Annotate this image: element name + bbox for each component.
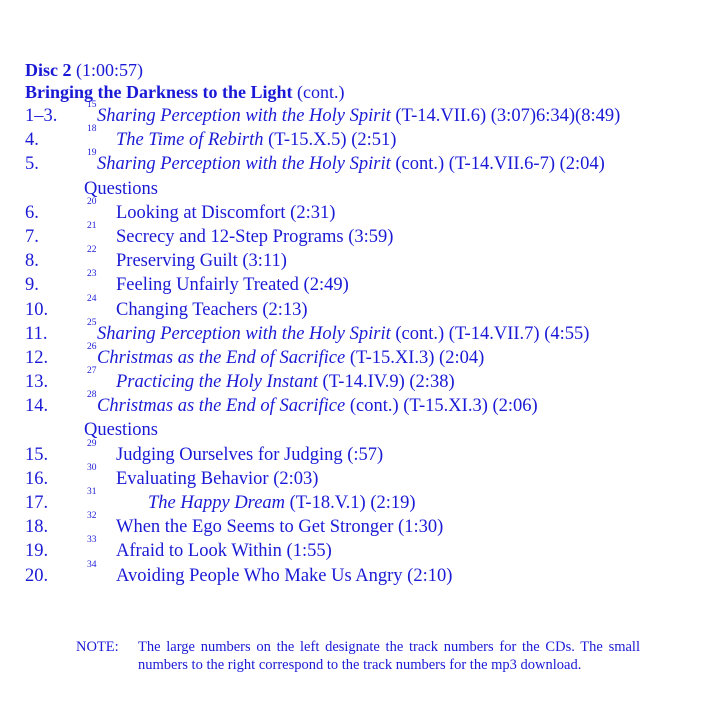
track-title-rest: (T-18.V.1) (2:19) bbox=[285, 493, 416, 513]
mp3-track-number: 33 bbox=[87, 535, 97, 546]
track-row bbox=[0, 220, 720, 249]
track-title bbox=[116, 515, 443, 539]
track-title-rest: (cont.) (T-14.VII.6-7) (2:04) bbox=[390, 154, 605, 175]
disc-heading bbox=[25, 59, 143, 81]
track-title-italic: Sharing Perception with the Holy Spirit bbox=[97, 154, 391, 175]
track-title bbox=[116, 128, 396, 152]
track-title-rest: (T-15.XI.3) (2:04) bbox=[345, 347, 485, 368]
track-title bbox=[116, 467, 318, 491]
track-title bbox=[116, 273, 349, 297]
disc-label: Disc 2 bbox=[25, 60, 72, 80]
track-row bbox=[0, 487, 720, 515]
mp3-track-number: 18 bbox=[87, 124, 97, 135]
mp3-track-number: 30 bbox=[87, 462, 97, 473]
track-row bbox=[0, 535, 720, 563]
track-row bbox=[0, 559, 720, 588]
track-title bbox=[148, 491, 416, 515]
track-title-italic: Sharing Perception with the Holy Spirit bbox=[97, 106, 391, 126]
track-title-rest: Secrecy and 12-Step Programs (3:59) bbox=[116, 226, 394, 247]
track-title-rest: (T-14.VII.6) (3:07)6:34)(8:49) bbox=[390, 106, 621, 126]
track-title bbox=[116, 564, 452, 588]
track-title-rest: (T-15.X.5) (2:51) bbox=[263, 130, 397, 151]
track-row bbox=[0, 462, 720, 491]
track-title bbox=[97, 152, 605, 176]
track-row bbox=[0, 418, 720, 442]
track-title bbox=[116, 443, 383, 467]
mp3-track-number: 26 bbox=[87, 341, 97, 352]
track-title-rest: (cont.) (T-15.XI.3) (2:06) bbox=[345, 396, 538, 417]
track-row bbox=[0, 269, 720, 297]
track-row bbox=[0, 177, 720, 201]
cd-track-number: 14. bbox=[25, 396, 49, 417]
mp3-track-number: 34 bbox=[87, 559, 97, 570]
cd-track-number: 9. bbox=[25, 275, 39, 296]
cd-track-number: 1–3. bbox=[25, 106, 58, 126]
note-text: The large numbers on the left designate the track numbers for the CDs. The small numbers to the right correspond to the track numbers for the mp3 download. bbox=[138, 639, 640, 673]
cd-track-number: 12. bbox=[25, 347, 49, 368]
track-title bbox=[116, 225, 393, 249]
track-title-italic: The Happy Dream bbox=[148, 493, 286, 513]
track-list bbox=[0, 100, 720, 588]
track-title-rest: Feeling Unfairly Treated (2:49) bbox=[116, 275, 349, 296]
track-row bbox=[0, 100, 720, 128]
mp3-track-number: 22 bbox=[87, 245, 97, 256]
cd-track-number: 19. bbox=[25, 541, 49, 562]
cd-track-number: 17. bbox=[25, 493, 49, 513]
track-title-rest: Avoiding People Who Make Us Angry (2:10) bbox=[116, 565, 453, 586]
cd-track-number: 10. bbox=[25, 299, 49, 320]
mp3-track-number: 23 bbox=[87, 269, 97, 280]
cd-track-number: 20. bbox=[25, 565, 49, 586]
track-title-rest: Questions bbox=[84, 420, 158, 441]
section-suffix: (cont.) bbox=[297, 82, 345, 102]
track-title-rest: Changing Teachers (2:13) bbox=[116, 299, 308, 320]
disc-time: (1:00:57) bbox=[76, 60, 143, 80]
track-title-rest: Afraid to Look Within (1:55) bbox=[116, 541, 332, 562]
track-title-rest: Evaluating Behavior (2:03) bbox=[116, 468, 319, 489]
cd-track-number: 6. bbox=[25, 202, 39, 223]
cd-track-number: 8. bbox=[25, 251, 39, 272]
cd-track-number: 16. bbox=[25, 468, 49, 489]
track-title-rest: Questions bbox=[84, 178, 158, 199]
mp3-track-number: 28 bbox=[87, 390, 97, 401]
mp3-track-number: 19 bbox=[87, 148, 97, 159]
track-row bbox=[0, 293, 720, 322]
cd-track-number: 4. bbox=[25, 130, 39, 151]
track-row bbox=[0, 341, 720, 370]
mp3-track-number: 29 bbox=[87, 438, 97, 449]
track-row bbox=[0, 366, 720, 394]
track-title bbox=[116, 298, 308, 322]
track-title-italic: The Time of Rebirth bbox=[116, 130, 264, 151]
mp3-track-number: 25 bbox=[87, 317, 97, 328]
track-title-rest: (cont.) (T-14.VII.7) (4:55) bbox=[390, 323, 590, 344]
track-title-rest: Judging Ourselves for Judging (:57) bbox=[116, 444, 384, 465]
cd-track-number: 18. bbox=[25, 517, 49, 538]
track-title-italic: Sharing Perception with the Holy Spirit bbox=[97, 323, 391, 344]
track-title bbox=[97, 346, 484, 370]
note-label: NOTE: bbox=[76, 639, 119, 655]
cd-track-number: 15. bbox=[25, 444, 49, 465]
section-heading bbox=[25, 81, 345, 103]
track-title bbox=[97, 322, 589, 346]
track-title-rest: When the Ego Seems to Get Stronger (1:30) bbox=[116, 517, 444, 538]
track-title bbox=[97, 394, 538, 418]
track-row bbox=[0, 438, 720, 467]
track-title-italic: Christmas as the End of Sacrifice bbox=[97, 347, 346, 368]
track-title bbox=[116, 370, 455, 394]
track-row bbox=[0, 511, 720, 539]
track-title bbox=[97, 104, 620, 128]
section-title: Bringing the Darkness to the Light bbox=[25, 82, 293, 102]
cd-track-number: 7. bbox=[25, 226, 39, 247]
mp3-track-number: 21 bbox=[87, 220, 97, 231]
track-title bbox=[116, 539, 332, 563]
track-row bbox=[0, 124, 720, 152]
track-title-rest: Preserving Guilt (3:11) bbox=[116, 251, 287, 272]
track-title bbox=[116, 249, 287, 273]
track-title-rest: (T-14.IV.9) (2:38) bbox=[317, 372, 455, 393]
mp3-track-number: 32 bbox=[87, 511, 97, 522]
track-title-rest: Looking at Discomfort (2:31) bbox=[116, 202, 336, 223]
track-title-italic: Practicing the Holy Instant bbox=[116, 372, 318, 393]
track-title bbox=[116, 201, 335, 225]
track-row bbox=[0, 148, 720, 176]
mp3-track-number: 27 bbox=[87, 366, 97, 377]
mp3-track-number: 15 bbox=[87, 100, 97, 110]
mp3-track-number: 24 bbox=[87, 293, 97, 304]
mp3-track-number: 20 bbox=[87, 196, 97, 207]
track-row bbox=[0, 196, 720, 225]
cd-track-number: 5. bbox=[25, 154, 39, 175]
track-row bbox=[0, 390, 720, 418]
track-row bbox=[0, 317, 720, 346]
track-row bbox=[0, 245, 720, 273]
cd-track-number: 13. bbox=[25, 372, 49, 393]
mp3-track-number: 31 bbox=[87, 487, 97, 497]
cd-track-number: 11. bbox=[25, 323, 48, 344]
track-title-italic: Christmas as the End of Sacrifice bbox=[97, 396, 346, 417]
